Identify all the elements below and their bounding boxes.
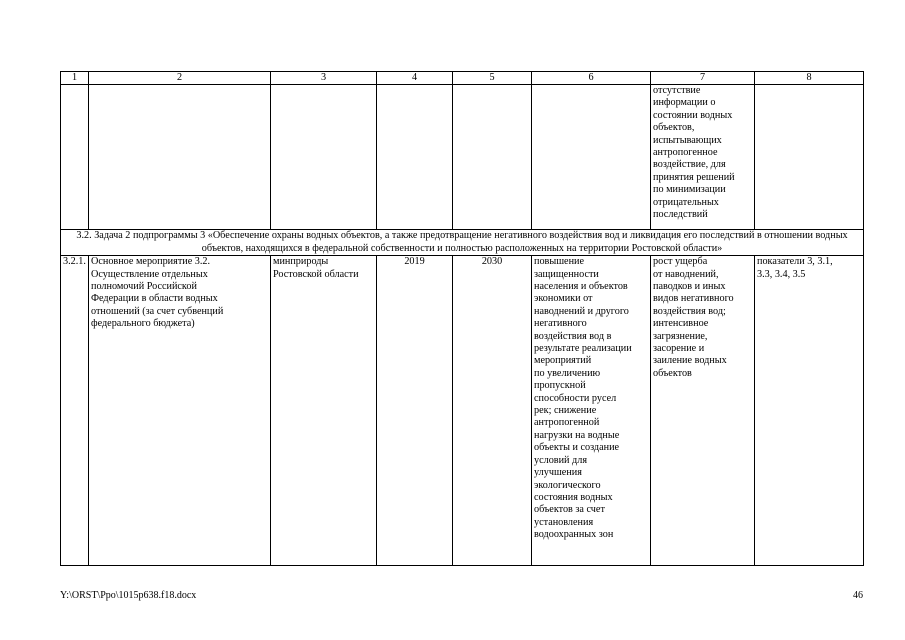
consequences: рост ущерба от наводнений, паводков и иных видов негативного воздействия вод; интенсивное загрязнение, засорение и заиление водных объектов [651, 256, 755, 566]
table-cell [453, 85, 532, 230]
column-header-3: 3 [271, 72, 377, 85]
task-row [61, 230, 864, 256]
column-number-row [61, 72, 864, 85]
page-number: 46 [853, 590, 863, 601]
table-row [61, 256, 864, 566]
table-cell [89, 85, 271, 230]
task-heading: 3.2. Задача 2 подпрограммы 3 «Обеспечение охраны водных объектов, а также предотвращение негативного воздействия вод и ликвидация его последствий в отношении водных объектов, находящихся в федеральной собственности и полностью расположенных на территории Ростовской области» [61, 230, 864, 256]
table-row [61, 85, 864, 230]
table-cell [377, 85, 453, 230]
expected-result: повышение защищенности населения и объектов экономики от наводнений и другого негативного воздействия вод в результате реализации мероприятий по увеличению пропускной способности русел рек; снижение антропогенной нагрузки на водные объекты и создание условий для улучшения экологического состояния водных объектов за счет установления водоохранных зон [532, 256, 651, 566]
end-year: 2030 [453, 256, 532, 566]
program-table [60, 71, 864, 566]
column-header-6: 6 [532, 72, 651, 85]
consequences-cell: отсутствие информации о состоянии водных объектов, испытывающих антропогенное воздействие, для принятия решений по минимизации отрицательных последствий [651, 85, 755, 230]
table-cell [532, 85, 651, 230]
column-header-5: 5 [453, 72, 532, 85]
start-year: 2019 [377, 256, 453, 566]
executor: минприроды Ростовской области [271, 256, 377, 566]
indicators: показатели 3, 3.1, 3.3, 3.4, 3.5 [755, 256, 864, 566]
column-header-8: 8 [755, 72, 864, 85]
file-path: Y:\ORST\Ppo\1015p638.f18.docx [60, 590, 197, 601]
column-header-2: 2 [89, 72, 271, 85]
measure-name: Основное мероприятие 3.2. Осуществление отдельных полномочий Российской Федерации в области водных отношений (за счет субвенций федерального бюджета) [89, 256, 271, 566]
column-header-1: 1 [61, 72, 89, 85]
table-cell [755, 85, 864, 230]
column-header-7: 7 [651, 72, 755, 85]
column-header-4: 4 [377, 72, 453, 85]
item-number: 3.2.1. [61, 256, 89, 566]
table-cell [271, 85, 377, 230]
table-cell [61, 85, 89, 230]
